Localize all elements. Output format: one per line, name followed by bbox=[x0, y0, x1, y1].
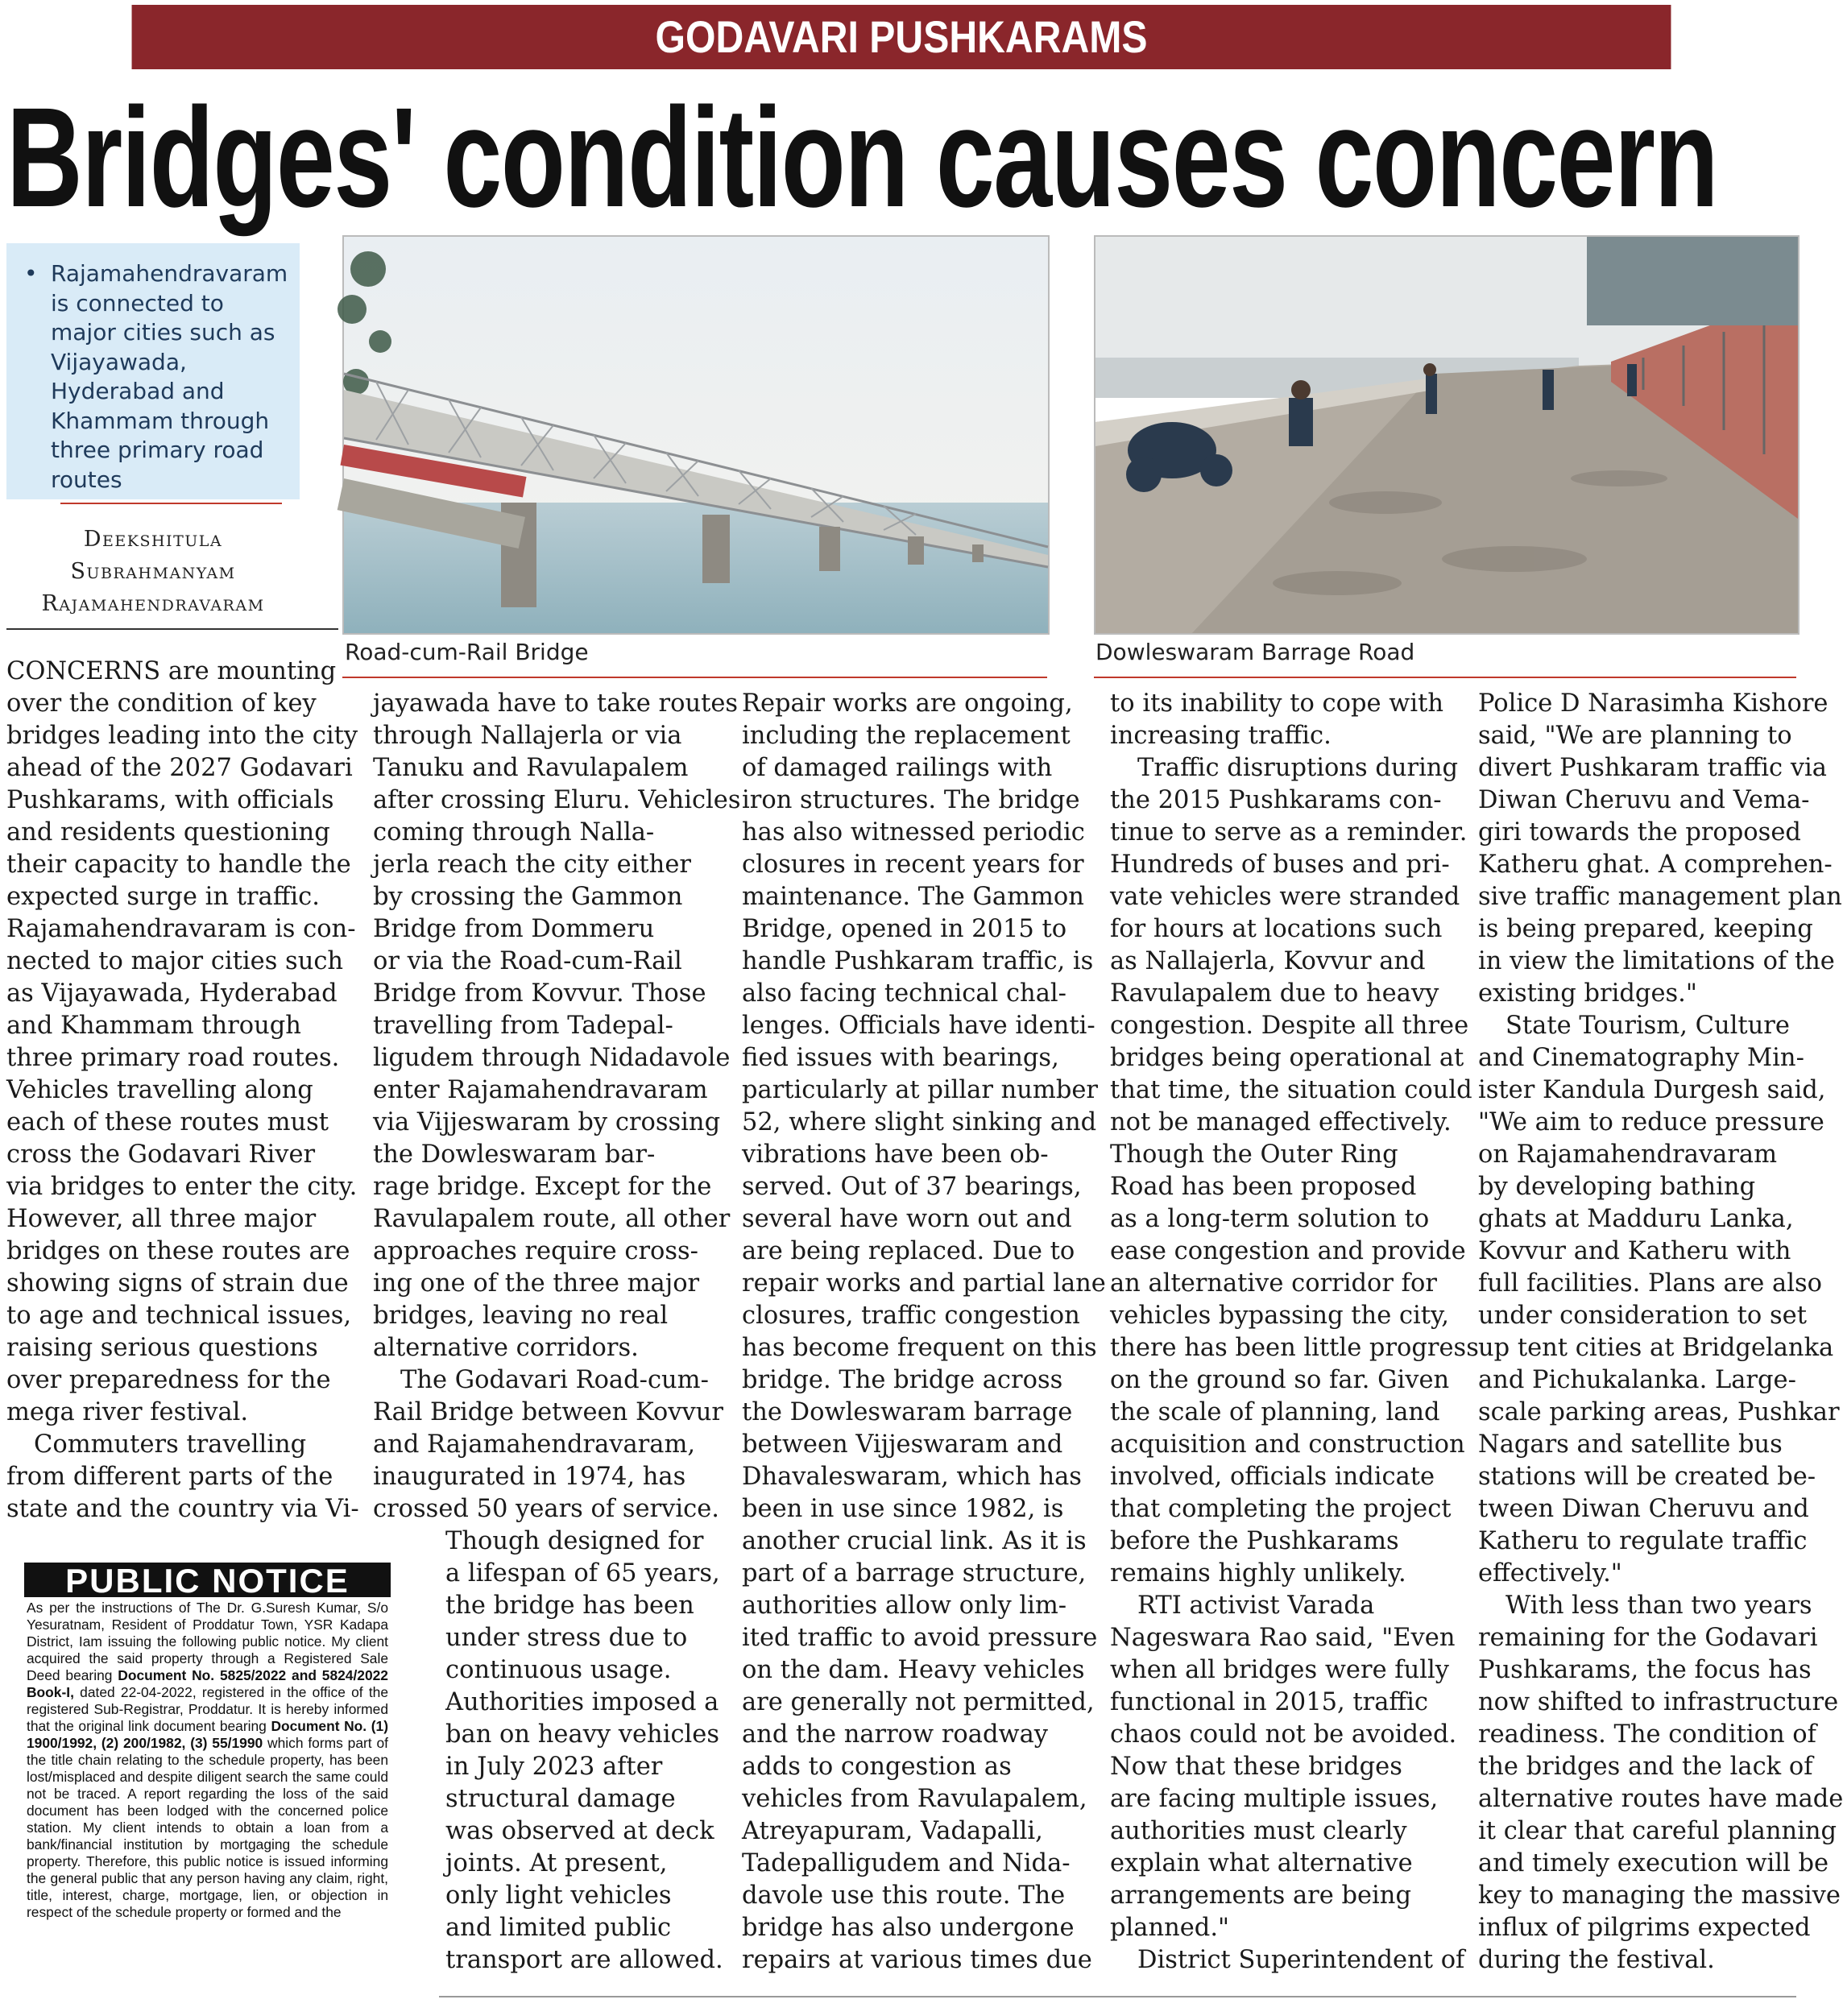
article-line: CONCERNS are mounting bbox=[6, 657, 337, 685]
article-line: there has been little progress bbox=[1110, 1334, 1479, 1362]
article-line: closures, traffic congestion bbox=[742, 1302, 1080, 1330]
article-column-3 bbox=[742, 688, 1106, 1977]
article-line: the bridges and the lack of bbox=[1478, 1753, 1813, 1781]
article-line: Now that these bridges bbox=[1110, 1753, 1402, 1781]
article-column-1 bbox=[6, 656, 359, 1525]
byline-place: Rajamahendravaram bbox=[41, 591, 265, 616]
article-line: under consideration to set bbox=[1478, 1302, 1807, 1330]
article-line: effectively." bbox=[1478, 1559, 1622, 1588]
article-column-2 bbox=[373, 688, 741, 1525]
article-line: several have worn out and bbox=[742, 1205, 1072, 1233]
article-line: particularly at pillar number bbox=[742, 1076, 1098, 1104]
article-line: between Vijjeswaram and bbox=[742, 1430, 1063, 1459]
article-line: Katheru ghat. A comprehen- bbox=[1478, 851, 1833, 879]
article-line: and residents questioning bbox=[6, 818, 330, 847]
article-line: maintenance. The Gammon bbox=[742, 883, 1084, 911]
article-line: in July 2023 after bbox=[445, 1753, 663, 1781]
article-line: and the narrow roadway bbox=[742, 1720, 1049, 1749]
article-line: functional in 2015, traffic bbox=[1110, 1688, 1428, 1716]
article-line: bridge. The bridge across bbox=[742, 1366, 1063, 1394]
article-line: acquisition and construction bbox=[1110, 1430, 1465, 1459]
photo-road-rail-bridge bbox=[342, 235, 1050, 635]
article-line: vate vehicles were stranded bbox=[1110, 883, 1460, 911]
article-line: Ravulapalem route, all other bbox=[373, 1205, 731, 1233]
article-line: bridges, leaving no real bbox=[373, 1302, 669, 1330]
article-line: has also witnessed periodic bbox=[742, 818, 1085, 847]
article-line: explain what alternative bbox=[1110, 1849, 1413, 1877]
article-line: structural damage bbox=[445, 1785, 676, 1813]
caption-right: Dowleswaram Barrage Road bbox=[1095, 639, 1415, 665]
article-line: Hundreds of buses and pri- bbox=[1110, 851, 1450, 879]
article-line: ited traffic to avoid pressure bbox=[742, 1624, 1098, 1652]
article-line: bridge has also undergone bbox=[742, 1914, 1075, 1942]
article-line: crossed 50 years of service. bbox=[373, 1495, 719, 1523]
article-line: lenges. Officials have identi- bbox=[742, 1012, 1095, 1040]
article-line: full facilities. Plans are also bbox=[1478, 1269, 1822, 1298]
article-line: as Nallajerla, Kovvur and bbox=[1110, 947, 1426, 975]
article-line: authorities allow only lim- bbox=[742, 1592, 1067, 1620]
article-line: District Superintendent of bbox=[1137, 1946, 1465, 1974]
article-line: through Nallajerla or via bbox=[373, 722, 682, 750]
article-line: on Rajamahendravaram bbox=[1478, 1140, 1778, 1169]
article-line: iron structures. The bridge bbox=[742, 786, 1080, 814]
article-line: travelling from Tadepal- bbox=[373, 1012, 673, 1040]
page-bottom-rule bbox=[439, 1996, 1796, 1997]
article-line: ahead of the 2027 Godavari bbox=[6, 754, 353, 782]
article-line: stations will be created be- bbox=[1478, 1463, 1816, 1491]
article-line: to age and technical issues, bbox=[6, 1302, 352, 1330]
article-line: Commuters travelling bbox=[34, 1430, 307, 1459]
article-line: divert Pushkaram traffic via bbox=[1478, 754, 1827, 782]
article-line: up tent cities at Bridgelanka bbox=[1478, 1334, 1834, 1362]
article-line: bridges leading into the city bbox=[6, 722, 358, 750]
article-line: also facing technical chal- bbox=[742, 979, 1066, 1008]
article-line: been in use since 1982, is bbox=[742, 1495, 1064, 1523]
article-line: before the Pushkarams bbox=[1110, 1527, 1399, 1555]
article-line: Nagars and satellite bus bbox=[1478, 1430, 1783, 1459]
notice-doc-number-2: Document No. (1) 1900/1992, (2) 200/1982, (3) 55/1990 bbox=[27, 1718, 388, 1751]
article-line: via bridges to enter the city. bbox=[6, 1173, 358, 1201]
article-line: and limited public bbox=[445, 1914, 672, 1942]
article-line: fied issues with bearings, bbox=[742, 1044, 1059, 1072]
article-line: and Khammam through bbox=[6, 1012, 301, 1040]
article-line: readiness. The condition of bbox=[1478, 1720, 1816, 1749]
article-line: Bridge from Kovvur. Those bbox=[373, 979, 706, 1008]
article-line: 52, where slight sinking and bbox=[742, 1108, 1097, 1136]
article-line: chaos could not be avoided. bbox=[1110, 1720, 1457, 1749]
article-line: Pushkarams, with officials bbox=[6, 786, 334, 814]
article-line: planned." bbox=[1110, 1914, 1230, 1942]
article-line: Tadepalligudem and Nida- bbox=[742, 1849, 1071, 1877]
article-line: ban on heavy vehicles bbox=[445, 1720, 719, 1749]
article-line: Traffic disruptions during bbox=[1137, 754, 1459, 782]
article-line: congestion. Despite all three bbox=[1110, 1012, 1469, 1040]
article-line: by developing bathing bbox=[1478, 1173, 1756, 1201]
article-line: on the ground so far. Given bbox=[1110, 1366, 1450, 1394]
article-line: closures in recent years for bbox=[742, 851, 1084, 879]
article-line: or via the Road-cum-Rail bbox=[373, 947, 682, 975]
article-line: over preparedness for the bbox=[6, 1366, 331, 1394]
article-line: Pushkarams, the focus has bbox=[1478, 1656, 1812, 1684]
headline: Bridges' condition causes concern bbox=[6, 79, 1718, 237]
article-line: bridges on these routes are bbox=[6, 1237, 350, 1265]
article-line: vehicles bypassing the city, bbox=[1110, 1302, 1449, 1330]
article-line: in view the limitations of the bbox=[1478, 947, 1835, 975]
article-line: the Dowleswaram barrage bbox=[742, 1398, 1073, 1426]
article-line: that time, the situation could bbox=[1110, 1076, 1472, 1104]
article-line: mega river festival. bbox=[6, 1398, 249, 1426]
article-line: now shifted to infrastructure bbox=[1478, 1688, 1839, 1716]
article-line: handle Pushkaram traffic, is bbox=[742, 947, 1094, 975]
article-line: increasing traffic. bbox=[1110, 722, 1332, 750]
article-line: "We aim to reduce pressure bbox=[1478, 1108, 1824, 1136]
article-line: was observed at deck bbox=[445, 1817, 714, 1845]
article-line: Katheru to regulate traffic bbox=[1478, 1527, 1808, 1555]
highlight-divider bbox=[60, 503, 282, 504]
article-line: sive traffic management plan bbox=[1478, 883, 1842, 911]
article-line: said, "We are planning to bbox=[1478, 722, 1792, 750]
article-line: scale parking areas, Pushkar bbox=[1478, 1398, 1840, 1426]
article-line: Road has been proposed bbox=[1110, 1173, 1417, 1201]
article-line: joints. At present, bbox=[445, 1849, 668, 1877]
article-line: ghats at Madduru Lanka, bbox=[1478, 1205, 1794, 1233]
article-line: arrangements are being bbox=[1110, 1881, 1411, 1910]
article-line: to its inability to cope with bbox=[1110, 689, 1444, 718]
article-line: the Dowleswaram bar- bbox=[373, 1140, 656, 1169]
caption-left-rule bbox=[342, 677, 1047, 678]
article-line: the scale of planning, land bbox=[1110, 1398, 1440, 1426]
article-line: tween Diwan Cheruvu and bbox=[1478, 1495, 1809, 1523]
article-line: cross the Godavari River bbox=[6, 1140, 316, 1169]
article-line: Vehicles travelling along bbox=[6, 1076, 313, 1104]
article-line: three primary road routes. bbox=[6, 1044, 340, 1072]
article-line: State Tourism, Culture bbox=[1505, 1012, 1790, 1040]
article-line: by crossing the Gammon bbox=[373, 883, 683, 911]
article-line: jayawada have to take routes bbox=[373, 689, 739, 718]
article-line: an alternative corridor for bbox=[1110, 1269, 1437, 1298]
article-line: nected to major cities such bbox=[6, 947, 344, 975]
byline bbox=[6, 524, 300, 620]
article-line: over the condition of key bbox=[6, 689, 317, 718]
highlight-bullet: • Rajamahendravaram is connected to major cities such as Vijayawada, Hyderabad and Khammam through three primary road routes bbox=[51, 259, 290, 495]
article-line: Ravulapalem due to heavy bbox=[1110, 979, 1439, 1008]
caption-left: Road-cum-Rail Bridge bbox=[345, 639, 589, 665]
article-line: remains highly unlikely. bbox=[1110, 1559, 1406, 1588]
byline-name-last: Subrahmanyam bbox=[70, 559, 236, 584]
article-line: With less than two years bbox=[1505, 1592, 1812, 1620]
article-line: Atreyapuram, Vadapalli, bbox=[742, 1817, 1043, 1845]
article-line: rage bridge. Except for the bbox=[373, 1173, 712, 1201]
article-column-5 bbox=[1478, 688, 1843, 1977]
article-line: inaugurated in 1974, has bbox=[373, 1463, 686, 1491]
article-line: and Cinematography Min- bbox=[1478, 1044, 1804, 1072]
article-line: Police D Narasimha Kishore bbox=[1478, 689, 1829, 718]
article-line: part of a barrage structure, bbox=[742, 1559, 1087, 1588]
byline-divider bbox=[6, 628, 338, 630]
article-line: vehicles from Ravulapalem, bbox=[742, 1785, 1087, 1813]
article-line: existing bridges." bbox=[1478, 979, 1697, 1008]
public-notice-body bbox=[24, 1597, 391, 1921]
article-line: the 2015 Pushkarams con- bbox=[1110, 786, 1442, 814]
notice-doc-number-1: Document No. 5825/2022 and 5824/2022 Book-I, bbox=[27, 1667, 388, 1700]
article-line: not be managed effectively. bbox=[1110, 1108, 1452, 1136]
article-line: davole use this route. The bbox=[742, 1881, 1066, 1910]
article-line: as a long-term solution to bbox=[1110, 1205, 1430, 1233]
article-line: bridges being operational at bbox=[1110, 1044, 1464, 1072]
article-line: and Pichukalanka. Large- bbox=[1478, 1366, 1796, 1394]
article-line: after crossing Eluru. Vehicles bbox=[373, 786, 741, 814]
article-line: from different parts of the bbox=[6, 1463, 333, 1491]
article-line: Rajamahendravaram is con- bbox=[6, 915, 356, 943]
article-line: Diwan Cheruvu and Vema- bbox=[1478, 786, 1810, 814]
article-line: only light vehicles bbox=[445, 1881, 672, 1910]
article-line: are facing multiple issues, bbox=[1110, 1785, 1439, 1813]
article-line: on the dam. Heavy vehicles bbox=[742, 1656, 1085, 1684]
article-line: continuous usage. bbox=[445, 1656, 672, 1684]
article-line: adds to congestion as bbox=[742, 1753, 1012, 1781]
article-line: repair works and partial lane bbox=[742, 1269, 1106, 1298]
article-line: key to managing the massive bbox=[1478, 1881, 1841, 1910]
article-line: raising serious questions bbox=[6, 1334, 318, 1362]
article-line: are being replaced. Due to bbox=[742, 1237, 1075, 1265]
article-line: Tanuku and Ravulapalem bbox=[373, 754, 689, 782]
article-line: is being prepared, keeping bbox=[1478, 915, 1813, 943]
article-line: jerla reach the city either bbox=[373, 851, 691, 879]
article-line: are generally not permitted, bbox=[742, 1688, 1095, 1716]
public-notice bbox=[24, 1563, 391, 2016]
article-line: ease congestion and provide bbox=[1110, 1237, 1466, 1265]
article-line: remaining for the Godavari bbox=[1478, 1624, 1818, 1652]
article-line: Kovvur and Katheru with bbox=[1478, 1237, 1791, 1265]
article-line: including the replacement bbox=[742, 722, 1071, 750]
article-line: ister Kandula Durgesh said, bbox=[1478, 1076, 1826, 1104]
article-line: it clear that careful planning bbox=[1478, 1817, 1837, 1845]
photo-dowleswaram-barrage-road bbox=[1094, 235, 1800, 635]
article-line: Bridge, opened in 2015 to bbox=[742, 915, 1067, 943]
article-line: transport are allowed. bbox=[445, 1946, 723, 1974]
article-line: giri towards the proposed bbox=[1478, 818, 1801, 847]
notice-text-3: which forms part of the title chain relating to the schedule property, has been lost/misplaced and despite diligent search the same could not be traced. A report regarding the loss of the said document has been lodged with the concerned police station. My client intends to obtain a loan from a bank/financial institution by mortgaging the schedule property. Therefore, this public notice is issued informing the general public that any person having any claim, right, title, interest, charge, mortgage, lien, or objection in respect of the schedule property or formed and the bbox=[27, 1735, 388, 1920]
article-line: and Rajamahendravaram, bbox=[373, 1430, 696, 1459]
caption-right-rule bbox=[1094, 677, 1796, 678]
article-line: expected surge in traffic. bbox=[6, 883, 320, 911]
article-line: of damaged railings with bbox=[742, 754, 1053, 782]
article-line: Bridge from Dommeru bbox=[373, 915, 655, 943]
article-line: showing signs of strain due bbox=[6, 1269, 349, 1298]
article-line: a lifespan of 65 years, bbox=[445, 1559, 720, 1588]
article-line: the bridge has been bbox=[445, 1592, 694, 1620]
article-line: vibrations have been ob- bbox=[742, 1140, 1049, 1169]
article-line: authorities must clearly bbox=[1110, 1817, 1407, 1845]
highlight-box bbox=[6, 243, 300, 499]
bridge-photo-illustration bbox=[344, 237, 1048, 633]
article-column-2-inset bbox=[445, 1525, 723, 1977]
article-line: tinue to serve as a reminder. bbox=[1110, 818, 1468, 847]
article-line: Though the Outer Ring bbox=[1110, 1140, 1398, 1169]
article-line: ligudem through Nidadavole bbox=[373, 1044, 731, 1072]
article-line: Though designed for bbox=[445, 1527, 704, 1555]
article-line: during the festival. bbox=[1478, 1946, 1715, 1974]
article-line: influx of pilgrims expected bbox=[1478, 1914, 1811, 1942]
section-banner: GODAVARI PUSHKARAMS bbox=[132, 5, 1671, 69]
article-line: state and the country via Vi- bbox=[6, 1495, 359, 1523]
article-column-4 bbox=[1110, 688, 1479, 1977]
article-line: repairs at various times due bbox=[742, 1946, 1092, 1974]
article-line: Dhavaleswaram, which has bbox=[742, 1463, 1082, 1491]
article-line: as Vijayawada, Hyderabad bbox=[6, 979, 338, 1008]
article-line: has become frequent on this bbox=[742, 1334, 1097, 1362]
article-line: alternative routes have made bbox=[1478, 1785, 1843, 1813]
article-line: when all bridges were fully bbox=[1110, 1656, 1449, 1684]
article-line: Nageswara Rao said, "Even bbox=[1110, 1624, 1456, 1652]
article-line: that completing the project bbox=[1110, 1495, 1452, 1523]
article-line: However, all three major bbox=[6, 1205, 317, 1233]
article-line: alternative corridors. bbox=[373, 1334, 639, 1362]
notice-text-2: dated 22-04-2022, registered in the office of the registered Sub-Registrar, Proddatur. It is hereby informed that the original link document bearing bbox=[27, 1684, 388, 1734]
public-notice-title: PUBLIC NOTICE bbox=[24, 1565, 391, 1597]
article-line: RTI activist Varada bbox=[1137, 1592, 1375, 1620]
article-line: enter Rajamahendravaram bbox=[373, 1076, 708, 1104]
article-line: each of these routes must bbox=[6, 1108, 329, 1136]
byline-name-first: Deekshitula bbox=[83, 527, 223, 552]
article-line: and timely execution will be bbox=[1478, 1849, 1829, 1877]
barrage-photo-illustration bbox=[1095, 237, 1798, 633]
article-line: under stress due to bbox=[445, 1624, 688, 1652]
article-line: served. Out of 37 bearings, bbox=[742, 1173, 1082, 1201]
notice-text-1: As per the instructions of The Dr. G.Suresh Kumar, S/o Yesuratnam, Resident of Proddatur Town, YSR Kadapa District, Iam issuing the following public notice. My client acquired the said property through a Registered Sale Deed bearing bbox=[27, 1600, 388, 1683]
article-line: Authorities imposed a bbox=[445, 1688, 719, 1716]
article-line: The Godavari Road-cum- bbox=[400, 1366, 709, 1394]
article-line: another crucial link. As it is bbox=[742, 1527, 1087, 1555]
article-line: approaches require cross- bbox=[373, 1237, 698, 1265]
highlight-list bbox=[6, 243, 300, 495]
article-line: Repair works are ongoing, bbox=[742, 689, 1073, 718]
article-line: coming through Nalla- bbox=[373, 818, 655, 847]
article-line: their capacity to handle the bbox=[6, 851, 351, 879]
article-line: ing one of the three major bbox=[373, 1269, 700, 1298]
article-line: for hours at locations such bbox=[1110, 915, 1443, 943]
article-line: via Vijjeswaram by crossing bbox=[373, 1108, 721, 1136]
article-line: Rail Bridge between Kovvur bbox=[373, 1398, 723, 1426]
article-line: involved, officials indicate bbox=[1110, 1463, 1435, 1491]
